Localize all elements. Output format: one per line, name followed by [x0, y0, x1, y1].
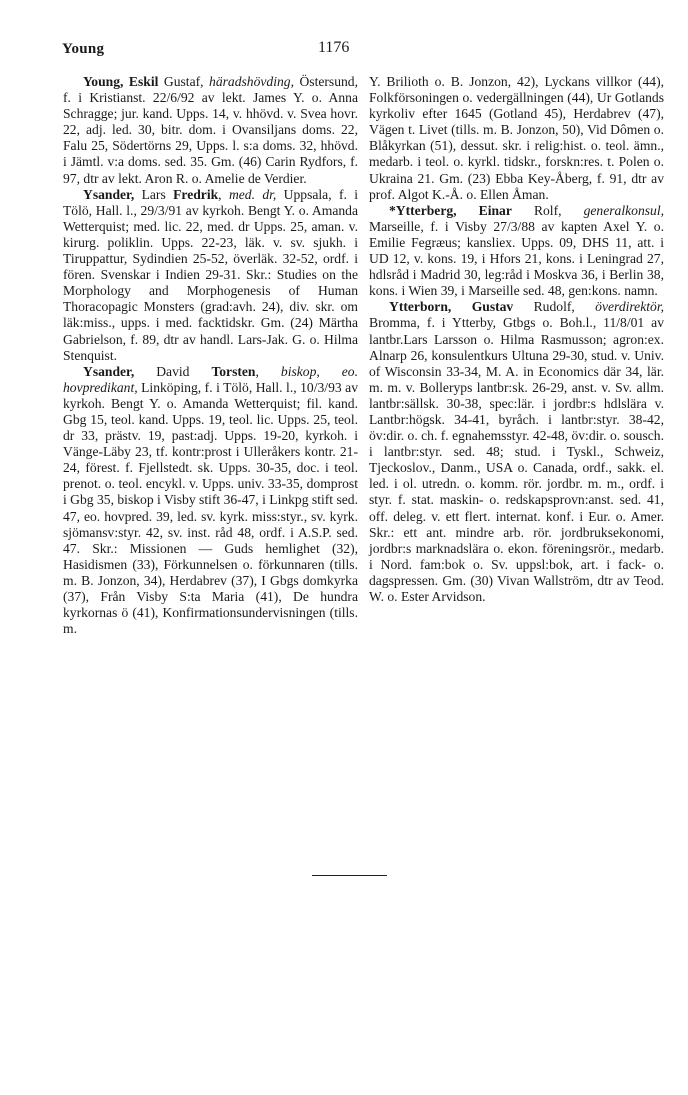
entry-given-name: Eskil — [128, 74, 159, 89]
entry-title: med. dr, — [228, 186, 277, 202]
entry-given-pre: Lars — [134, 186, 174, 202]
entry-given-rest: Gustaf, — [158, 74, 204, 89]
right-column — [369, 74, 664, 605]
entry-young-eskil — [63, 74, 358, 187]
entry-surname: Ysander, — [83, 186, 135, 202]
entry-continuation: Y. Brilioth o. B. Jonzon, 42), Lyckans villkor (44), Folkförsoningen o. vedergällningen (44), Ur Gotlands kyrkoliv efter 1645 (Gotland 45), Herdabrev (47), Vägen t. Livet (tills. m. B. Jonzon, 50), Vid Dômen o. Blåkyrkan (51), dessut. skr. i relig:hist. o. teol. ämn., medarb. i teol. o. kyrkl. tidskr., forskn:res. t. Polen o. Ukraina 21. Gm. (23) Ebba Key-Åberg, f. 91, dtr av prof. Algot K.-Å. o. Ellen Åman. — [369, 74, 664, 202]
entry-title: häradshövding, — [209, 74, 294, 89]
entry-title: generalkonsul, — [583, 202, 665, 218]
entry-given-pre: David — [134, 363, 212, 379]
running-head: Young — [62, 41, 105, 57]
entry-surname: Ysander, — [83, 363, 135, 379]
entry-given-rest: Rudolf, — [513, 299, 575, 315]
entry-ysander-torsten — [63, 364, 358, 638]
entry-given-name: Gustav — [471, 299, 514, 315]
entry-ytterberg-einar — [369, 203, 664, 300]
entry-surname: *Ytterberg, — [389, 202, 457, 218]
page-number: 1176 — [318, 39, 350, 56]
entry-given-name: Einar — [478, 202, 512, 218]
section-end-rule — [312, 875, 387, 876]
entry-surname: Young, — [83, 74, 124, 89]
entry-given-rest: , — [218, 186, 222, 202]
entry-surname: Ytterborn, — [389, 299, 452, 315]
entry-given-name: Torsten — [211, 363, 256, 379]
entry-text: Östersund, f. i Kristianst. 22/6/92 av lekt. James Y. o. Anna Schragge; jur. kand. Upps. 14, v. hhövd. v. Svea hovr. 22, adj. led. 30, bitr. dom. i Ovansiljans doms. 22, Falu 25, Södertörns 29, Upps. l. s:a doms. 32, hhövd. i Jämtl. v:a doms. sed. 35. Gm. (46) Carin Rydfors, f. 97, dtr av lekt. Aron R. o. Amelie de Verdier. — [63, 74, 358, 186]
entry-given-name: Fredrik — [173, 186, 219, 202]
entry-text: Bromma, f. i Ytterby, Gtbgs o. Boh.l., 11/8/01 av lantbr.Lars Larsson o. Hilma Rasmusson; agron:ex. Alnarp 26, konsulentkurs Ultuna 29-30, stud. v. Univ. of Wisconsin 33-34, M. A. in Economics där 34, lär. m. m. v. Bolleryps lantbr:sk. 26-29, anst. v. Sv. allm. lantbr:sällsk. 30-38, spec:lär. i jordbr:s hdlslära v. Lantbr:högsk. 34-41, byråch. i lantbr:styr. 38-42, öv:dir. o. ch. f. egnahemsstyr. 42-48, öv:dir. o. sousch. i lantbr:styr. sed. 48; stud. i Tyskl., Schweiz, Tjeckoslov., Danm., USA o. Canada, ordf., sakk. el. led. i ol. utredn. o. komm. rör. jordbr. m. m., ordf. i styr. f. stat. maskin- o. redskapsprovn:anst. sed. 41, off. deleg. v. ett flert. internat. konf. i Eur. o. Amer. Skr.: ett ant. mindre arb. rör. jordbruksekonomi, jordbr:s marknadslära o. ekon. föreningsrör., medarb. i Nord. fam:bok o. Sv. uppsl:bok, art. i fack- o. dagspressen. Gm. (30) Vivan Wallström, dtr av Teod. W. o. Ester Arvidson. — [369, 315, 664, 604]
left-column — [63, 74, 358, 637]
entry-text: Linköping, f. i Tölö, Hall. l., 10/3/93 av kyrkoh. Bengt Y. o. Amanda Wetterquist; fil. kand. Gbg 15, teol. kand. Upps. 19, teol. lic. Upps. 25, teol. dr 33, prästv. 19, past:adj. Upps. 19-20, kyrkoh. i Vänge-Läby 23, tf. kontr:prost i Ulleråkers kontr. 21-24, förest. f. Fjellstedt. sk. Upps. 30-35, doc. i teol. prenot. o. teol. encykl. v. Upps. univ. 33-35, domprost i Gbg 35, biskop i Visby stift 36-47, i Linkpg stift sed. 47, eo. hovpred. 39, led. sv. kyrk. miss:styr., sv. kyrk. sjömansv:styr. 42, sv. inst. råd 48, ordf. i A.S.P. sed. 47. Skr.: Missionen — Guds hemlighet (32), Hasidismen (33), Förkunnelsen o. förkunnaren (tills. m. B. Jonzon, 34), Herdabrev (37), I Gbgs domkyrka (37), Från Visby S:ta Maria (41), De hundra kyrkornas ö (41), Konfirmationsundervisningen (tills. m. — [63, 379, 358, 637]
entry-given-rest: , — [255, 363, 259, 379]
entry-title: överdirektör, — [595, 299, 665, 315]
entry-given-rest: Rolf, — [511, 202, 562, 218]
entry-text: Marseille, f. i Visby 27/3/88 av kapten Axel Y. o. Emilie Fegræus; kansliex. Upps. 09, DHS 11, att. i UD 12, v. kons. 19, i Hfors 21, kons. i Leningrad 27, hdlsråd i Madrid 30, leg:råd i Moskva 36, i Berlin 38, kons. i Wien 39, i Marseille sed. 48, gen:kons. namn. — [369, 218, 664, 299]
entry-text: Uppsala, f. i Tölö, Hall. l., 29/3/91 av kyrkoh. Bengt Y. o. Amanda Wetterquist; med. lic. 22, med. dr Upps. 25, aman. v. kirurg. poliklin. Upps. 22-23, läk. v. sv. sjukh. i Tiruppattur, Sydindien 25-52, överläk. 32-52, ordf. i fören. Svenskar i Indien 29-31. Skr.: Studies on the Morphology and Morphogenesis of Human Thoracopagic Monsters (grad:avh. 24), div. skr. om läk:miss., upps. i med. facktidskr. Gm. (24) Märtha Gabrielson, f. 89, dtr av handl. Lars-Jak. G. o. Hilma Stenquist. — [63, 186, 358, 363]
entry-ytterborn-gustav — [369, 299, 664, 605]
entry-title: biskop, eo. hovpredikant, — [63, 363, 358, 395]
entry-ysander-fredrik — [63, 187, 358, 364]
